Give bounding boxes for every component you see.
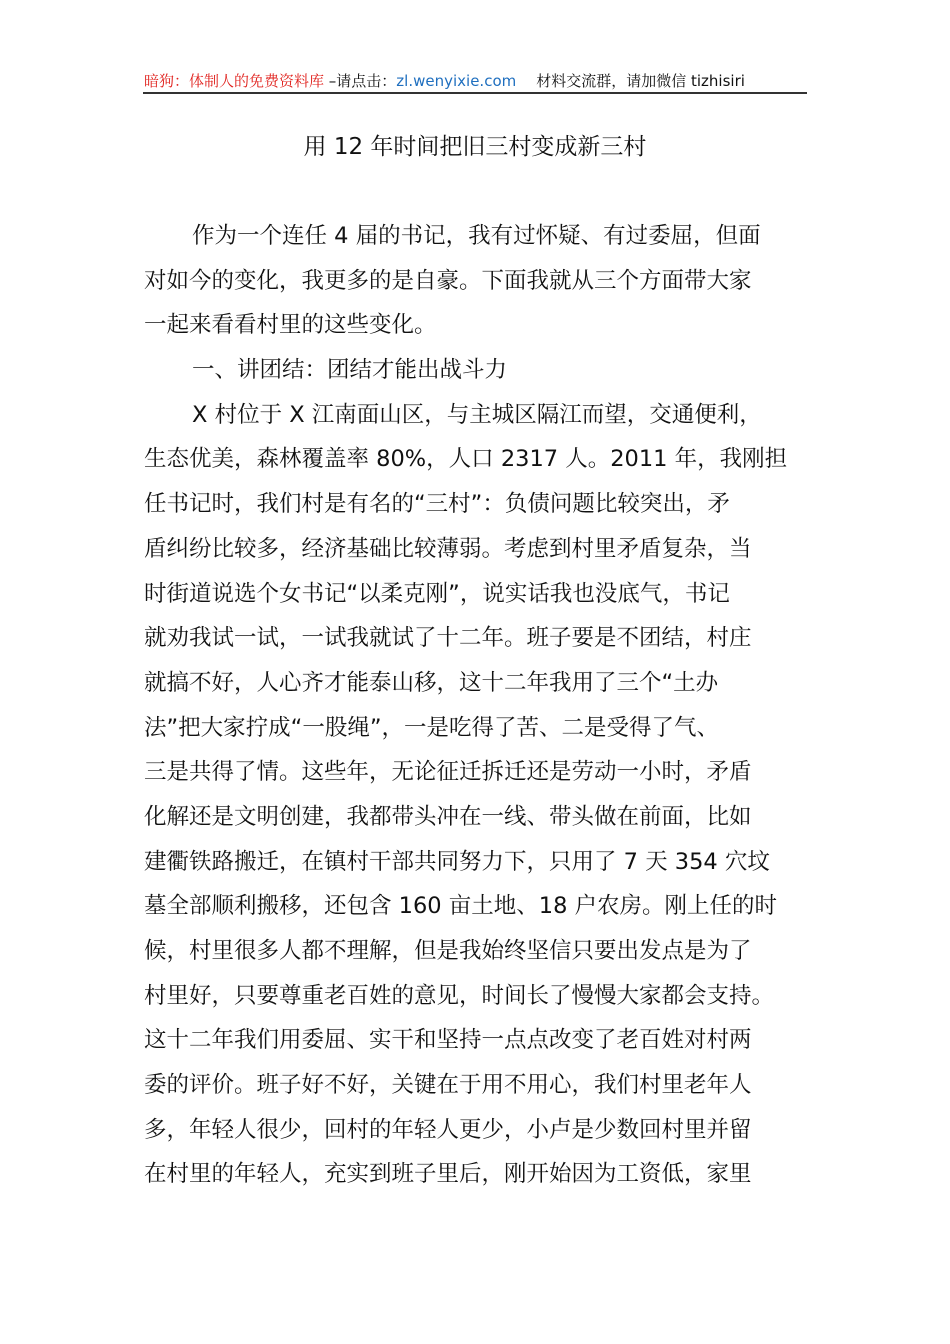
text-line: 任书记时，我们村是有名的“三村”：负债问题比较突出，矛	[144, 491, 730, 518]
text-line: 一、讲团结：团结才能出战斗力	[192, 357, 508, 384]
header-note: 材料交流群，请加微信 tizhisiri	[536, 72, 745, 90]
text-line: 这十二年我们用委屈、实干和坚持一点点改变了老百姓对村两	[144, 1027, 752, 1054]
document-title: 用 12 年时间把旧三村变成新三村	[303, 134, 647, 160]
text-line: 盾纠纷比较多，经济基础比较薄弱。考虑到村里矛盾复杂，当	[144, 535, 752, 562]
header-divider	[143, 92, 807, 94]
text-line: X 村位于 X 江南面山区，与主城区隔江而望，交通便利，	[192, 401, 762, 428]
text-line: 村里好，只要尊重老百姓的意见，时间长了慢慢大家都会支持。	[144, 982, 775, 1009]
text-line: 化解还是文明创建，我都带头冲在一线、带头做在前面，比如	[144, 803, 752, 830]
text-line: 法”把大家拧成“一股绳”，一是吃得了苦、二是受得了气、	[144, 714, 719, 741]
text-line: 对如今的变化，我更多的是自豪。下面我就从三个方面带大家	[144, 267, 752, 294]
text-line: 三是共得了情。这些年，无论征迁拆迁还是劳动一小时，矛盾	[144, 759, 752, 786]
text-line: 委的评价。班子好不好，关键在于用不用心，我们村里老年人	[144, 1072, 752, 1099]
text-line: 墓全部顺利搬移，还包含 160 亩土地、18 户农房。刚上任的时	[144, 893, 778, 920]
text-line: 就搞不好，人心齐才能泰山移，这十二年我用了三个“土办	[144, 669, 719, 696]
text-line: 在村里的年轻人，充实到班子里后，刚开始因为工资低，家里	[144, 1161, 752, 1188]
text-line: 建衢铁路搬迁，在镇村干部共同努力下，只用了 7 天 354 穴坟	[144, 848, 770, 875]
header-prompt: –请点击：	[324, 72, 397, 90]
text-line: 时街道说选个女书记“以柔克刚”，说实话我也没底气，书记	[144, 580, 730, 607]
page-header	[144, 70, 806, 91]
header-source: 暗狗：体制人的免费资料库	[144, 72, 325, 90]
text-line: 候，村里很多人都不理解，但是我始终坚信只要出发点是为了	[144, 938, 752, 964]
text-line: 多，年轻人很少，回村的年轻人更少，小卢是少数回村里并留	[144, 1116, 752, 1143]
document-body	[144, 214, 814, 1197]
text-line: 一起来看看村里的这些变化。	[144, 312, 437, 339]
header-link[interactable]: zl.wenyixie.com	[396, 72, 517, 90]
text-line: 生态优美，森林覆盖率 80%，人口 2317 人。2011 年，我刚担	[144, 446, 788, 473]
text-line: 作为一个连任 4 届的书记，我有过怀疑、有过委屈，但面	[192, 223, 761, 249]
text-line: 就劝我试一试，一试我就试了十二年。班子要是不团结，村庄	[144, 625, 752, 652]
